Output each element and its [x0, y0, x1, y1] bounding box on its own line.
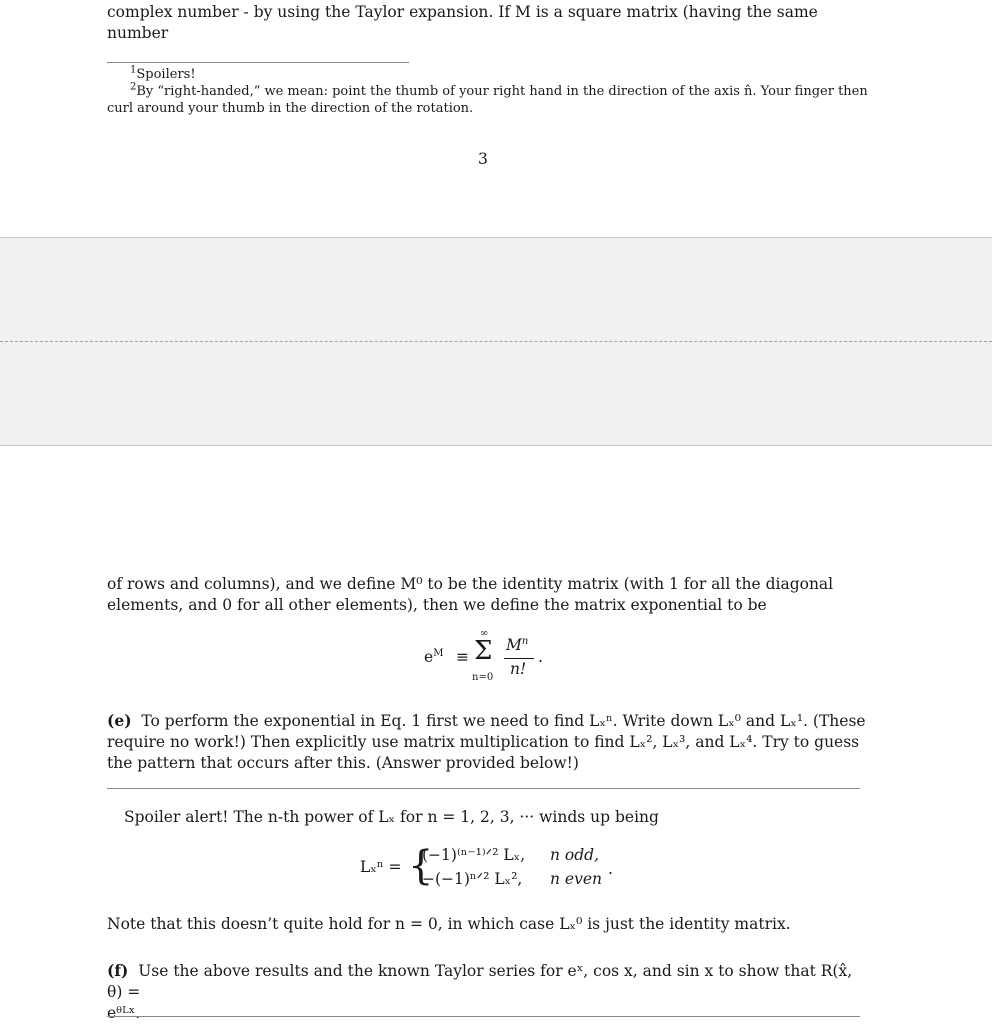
- eq-denominator: n!: [510, 660, 527, 678]
- part-e-line: the pattern that occurs after this. (Answer provided below!): [107, 754, 579, 772]
- equation-cases: [360, 843, 620, 892]
- eq-lhs-sup: M: [433, 647, 444, 659]
- part-e-label: (e): [107, 711, 132, 730]
- eq-numerator: M: [506, 636, 522, 654]
- spoiler-line: Spoiler alert! The n-th power of Lₓ for n = 1, 2, 3, ··· winds up being: [124, 808, 659, 826]
- eq-lhs: e: [424, 648, 434, 666]
- eq-numerator-sup: n: [521, 635, 529, 647]
- eq-sum-top: ∞: [480, 628, 489, 639]
- case-2-condition: n even: [550, 870, 602, 888]
- footnote-1: [130, 66, 196, 83]
- page-break-line: [0, 341, 992, 342]
- equation-matrix-exponential: [424, 628, 584, 688]
- bottom-rule: [107, 1016, 860, 1017]
- part-f-line: Use the above results and the known Taylor series for eˣ, cos x, and sin x to show that R(x̂, θ) =: [107, 962, 853, 1001]
- case-2: −(−1)ⁿᐟ² Lₓ²,: [422, 870, 523, 888]
- part-f-label: (f): [107, 961, 129, 980]
- continuation-line: complex number - by using the Taylor expansion. If M is a square matrix (having the same number: [107, 3, 818, 42]
- footnote-mark: 1: [130, 64, 137, 76]
- part-e-line: require no work!) Then explicitly use matrix multiplication to find Lₓ², Lₓ³, and Lₓ⁴. Try to guess: [107, 733, 860, 751]
- part-e-line: To perform the exponential in Eq. 1 first we need to find Lₓⁿ. Write down Lₓ⁰ and Lₓ¹. (These: [141, 712, 866, 730]
- eq-fraction-bar: [504, 658, 534, 659]
- part-e: [107, 710, 867, 774]
- part-f-line: eᶿᴸˣ.: [107, 1004, 141, 1022]
- footnote-2-cont: curl around your thumb in the direction of the rotation.: [107, 101, 474, 116]
- eq-sum-bottom: n=0: [472, 672, 494, 683]
- footnote-text: Spoilers!: [136, 67, 196, 82]
- eq-end: .: [538, 648, 543, 666]
- footnote-rule: [107, 62, 409, 63]
- footnote-2: [130, 83, 870, 100]
- eq-equals: ≡: [456, 648, 469, 666]
- page-number: 3: [478, 150, 488, 168]
- footnote-text: By “right-handed,” we mean: point the thumb of your right hand in the direction of the axis n̂. Your finger then: [136, 84, 868, 99]
- paragraph-line: elements, and 0 for all other elements), then we define the matrix exponential to be: [107, 596, 767, 614]
- cases-end: .: [608, 860, 613, 878]
- case-1-condition: n odd,: [550, 846, 600, 864]
- paragraph-line: of rows and columns), and we define M⁰ to be the identity matrix (with 1 for all the diagonal: [107, 575, 834, 593]
- part-f: [107, 960, 867, 1024]
- eq-sum: Σ: [474, 636, 493, 666]
- case-1: (−1)⁽ⁿ⁻¹⁾ᐟ² Lₓ,: [422, 846, 526, 864]
- spoiler-top-rule: [107, 788, 860, 789]
- cases-lhs: Lₓⁿ =: [360, 858, 402, 876]
- cases-brace: {: [408, 843, 434, 889]
- footnote-mark: 2: [130, 81, 137, 93]
- note-line: Note that this doesn’t quite hold for n = 0, in which case Lₓ⁰ is just the identity matrix.: [107, 915, 791, 933]
